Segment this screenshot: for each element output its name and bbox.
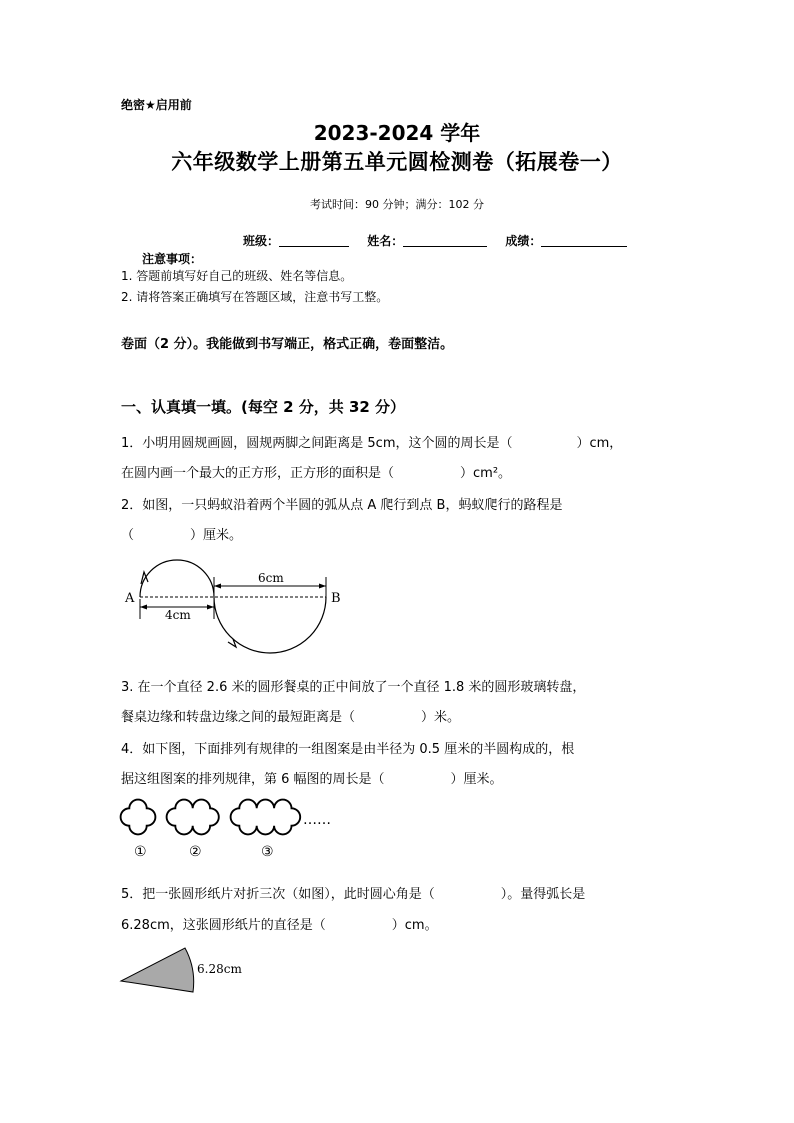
question-4-line-2: [121, 768, 503, 787]
question-4-text: 据这组图案的排列规律，第 6 幅图的周长是（: [121, 772, 385, 787]
exam-info: 考试时间：90 分钟；满分：102 分: [310, 198, 484, 211]
question-5-text: 5．把一张圆形纸片对折三次（如图），此时圆心角是（: [121, 887, 435, 902]
notice-item-2: 2. 请将答案正确填写在答题区域，注意书写工整。: [121, 290, 389, 304]
question-4-unit: ）厘米。: [450, 772, 503, 787]
question-5-unit: ）cm。: [391, 918, 438, 933]
question-2-unit: ）厘米。: [190, 528, 243, 543]
title-year: 2023-2024 学年: [313, 121, 481, 145]
arrowhead-icon: [207, 605, 214, 610]
question-2-line-1: 2．如图，一只蚂蚁沿着两个半圆的弧从点 A 爬行到点 B，蚂蚁爬行的路程是: [121, 498, 563, 513]
name-field[interactable]: [403, 234, 487, 247]
question-1-line-1: [121, 432, 622, 451]
semicircle-pattern-figure: [115, 796, 355, 866]
page-title: 六年级数学上册第五单元圆检测卷（拓展卷一）: [171, 150, 623, 174]
pattern-shape-2: [167, 800, 219, 835]
question-3-unit: ）米。: [421, 710, 461, 725]
small-semicircle-arc: [140, 560, 214, 597]
pattern-shape-3: [231, 800, 301, 835]
figure-number-3: ③: [261, 844, 274, 860]
sector-figure: [115, 940, 275, 1000]
arrowhead-icon: [140, 605, 147, 610]
question-3-text: 餐桌边缘和转盘边缘之间的最短距离是（: [121, 710, 356, 725]
neatness-note: 卷面（2 分）。我能做到书写端正，格式正确，卷面整洁。: [121, 337, 454, 352]
confidential-mark: 绝密★启用前: [121, 98, 192, 112]
question-4-line-1: 4．如下图，下面排列有规律的一组图案是由半径为 0.5 厘米的半圆构成的，根: [121, 742, 575, 757]
pattern-shape-1: [121, 800, 156, 835]
point-a-label: A: [125, 591, 135, 606]
question-5-text-2: ）。量得弧长是: [500, 887, 586, 902]
arc-length-label: 6.28cm: [197, 962, 242, 976]
point-b-label: B: [331, 591, 341, 606]
figure-number-2: ②: [189, 844, 202, 860]
paren-open: （: [121, 528, 135, 543]
score-field[interactable]: [541, 234, 627, 247]
class-label: 班级：: [243, 234, 280, 248]
large-semicircle-arc: [214, 597, 326, 653]
question-5-line-2: [121, 914, 438, 933]
question-1-line-2: [121, 462, 511, 481]
question-1-unit-2: ）cm²。: [460, 466, 512, 481]
arrowhead-icon: [319, 584, 326, 589]
class-field[interactable]: [279, 234, 349, 247]
figure-number-1: ①: [134, 844, 147, 860]
name-label: 姓名：: [367, 234, 404, 248]
question-5-line-1: [121, 883, 585, 902]
arrowhead-icon: [214, 584, 221, 589]
question-3-line-1: 3. 在一个直径 2.6 米的圆形餐桌的正中间放了一个直径 1.8 米的圆形玻璃转盘，: [121, 680, 586, 695]
ellipsis: ……: [303, 812, 331, 828]
question-1-text-2: 在圆内画一个最大的正方形，正方形的面积是（: [121, 466, 395, 481]
student-info-row: [243, 232, 627, 249]
section-heading: 一、认真填一填。(每空 2 分，共 32 分）: [121, 398, 406, 416]
question-5-text-3: 6.28cm，这张圆形纸片的直径是（: [121, 918, 326, 933]
dim-label-4cm: 4cm: [165, 608, 191, 622]
question-1-text: 1．小明用圆规画圆，圆规两脚之间距离是 5cm，这个圆的周长是（: [121, 436, 513, 451]
score-label: 成绩：: [505, 234, 542, 248]
dim-label-6cm: 6cm: [258, 571, 284, 585]
question-1-unit: ）cm，: [576, 436, 623, 451]
question-2-line-2: [121, 524, 242, 543]
sector-shape: [121, 948, 194, 992]
ant-semicircle-figure: [115, 555, 355, 685]
question-3-line-2: [121, 706, 460, 725]
notice-item-1: 1. 答题前填写好自己的班级、姓名等信息。: [121, 269, 353, 283]
notice-title: 注意事项：: [142, 252, 203, 266]
